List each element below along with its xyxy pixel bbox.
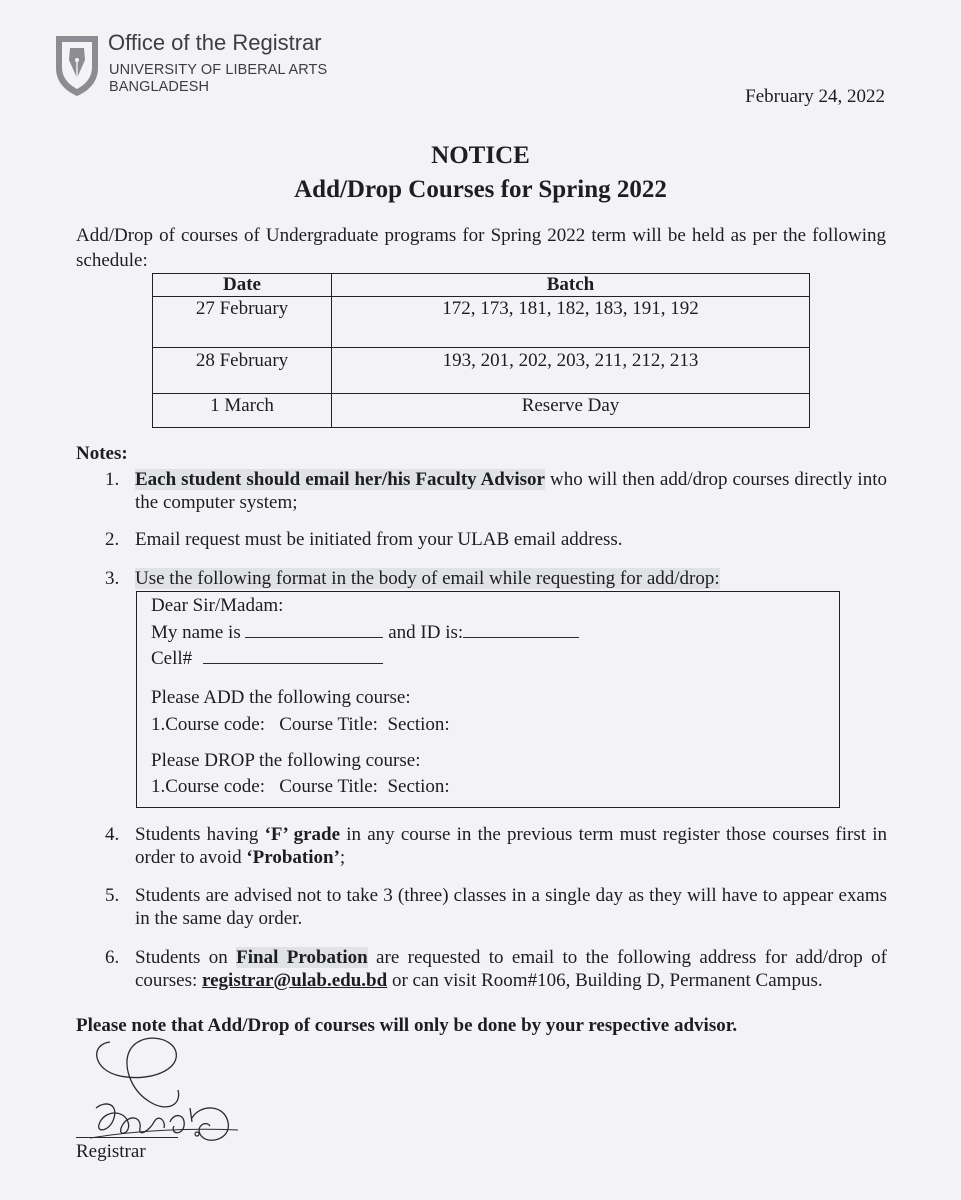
row-batch: 172, 173, 181, 182, 183, 191, 192 <box>332 297 810 348</box>
office-name: Office of the Registrar <box>108 30 322 55</box>
university-line-2: BANGLADESH <box>109 79 210 95</box>
note-4-f-grade: ‘F’ grade <box>264 824 341 845</box>
note-3-text: Use the following format in the body of email while requesting for add/drop: <box>135 568 720 589</box>
row-batch: 193, 201, 202, 203, 211, 212, 213 <box>332 348 810 394</box>
note-4-text-c: ; <box>339 847 346 868</box>
note-4-probation: ‘Probation’ <box>246 847 340 868</box>
note-4-text-a: Students having <box>135 824 265 845</box>
id-blank <box>463 621 579 638</box>
table-row <box>153 297 810 348</box>
table-header-row <box>153 274 810 297</box>
registrar-email-link[interactable]: registrar@ulab.edu.bd <box>202 970 388 991</box>
note-item-4 <box>105 823 887 869</box>
notice-subtitle: Add/Drop Courses for Spring 2022 <box>294 176 667 203</box>
format-salutation: Dear Sir/Madam: <box>151 595 284 616</box>
note-item-2 <box>105 528 887 551</box>
note-item-6 <box>105 946 887 992</box>
name-blank <box>245 621 383 638</box>
note-6-text-c: or can visit Room#106, Building D, Permanent Campus. <box>387 970 823 991</box>
email-format-box <box>136 591 840 808</box>
closing-statement: Please note that Add/Drop of courses will only be done by your respective advisor. <box>76 1015 738 1036</box>
university-line-1: UNIVERSITY OF LIBERAL ARTS <box>109 62 328 78</box>
header-batch: Batch <box>332 274 810 297</box>
note-2-text: Email request must be initiated from your ULAB email address. <box>135 529 623 550</box>
note-6-final-probation: Final Probation <box>236 947 368 968</box>
table-row <box>153 394 810 428</box>
format-drop-fields: 1.Course code: Course Title: Section: <box>151 776 450 797</box>
id-label: and ID is: <box>388 622 464 643</box>
note-item-5 <box>105 884 887 930</box>
format-add-fields: 1.Course code: Course Title: Section: <box>151 714 450 735</box>
name-label: My name is <box>151 622 241 643</box>
format-drop-line: Please DROP the following course: <box>151 750 421 771</box>
schedule-table <box>152 273 810 428</box>
note-item-3 <box>105 567 887 590</box>
note-number: 3. <box>105 568 120 589</box>
format-name-line <box>151 621 579 644</box>
note-number: 5. <box>105 885 120 906</box>
format-add-line: Please ADD the following course: <box>151 687 411 708</box>
ulab-logo-icon <box>52 34 102 98</box>
signatory-title: Registrar <box>76 1141 146 1162</box>
note-1-text: who will then add/drop courses directly into the computer system; <box>135 469 887 513</box>
cell-label: Cell# <box>151 648 193 669</box>
row-date: 28 February <box>153 348 332 394</box>
note-number: 1. <box>105 469 120 490</box>
note-item-1 <box>105 468 887 514</box>
notes-heading: Notes: <box>76 443 128 464</box>
notice-date: February 24, 2022 <box>745 86 885 107</box>
note-number: 6. <box>105 947 120 968</box>
note-number: 4. <box>105 824 120 845</box>
note-1-emphasis: Each student should email her/his Faculty Advisor <box>135 469 545 490</box>
table-row <box>153 348 810 394</box>
notice-title: NOTICE <box>431 142 530 169</box>
note-5-text: Students are advised not to take 3 (three) classes in a single day as they will have to appear exams in the same day order. <box>135 885 887 929</box>
note-6-text-b: are requested to email to the following address for add/drop of courses: <box>135 947 887 991</box>
university-name <box>109 62 327 96</box>
note-6-text-a: Students on <box>135 947 237 968</box>
row-date: 1 March <box>153 394 332 428</box>
row-batch: Reserve Day <box>332 394 810 428</box>
row-date: 27 February <box>153 297 332 348</box>
handwritten-signature-icon <box>70 1030 250 1150</box>
note-4-text-b: in any course in the previous term must register those courses first in order to avoid <box>135 824 887 868</box>
signature-line <box>76 1137 178 1138</box>
format-cell-line <box>151 647 383 670</box>
intro-paragraph: Add/Drop of courses of Undergraduate programs for Spring 2022 term will be held as per the following schedule: <box>76 225 886 271</box>
header-date: Date <box>153 274 332 297</box>
cell-blank <box>203 647 383 664</box>
note-number: 2. <box>105 529 120 550</box>
